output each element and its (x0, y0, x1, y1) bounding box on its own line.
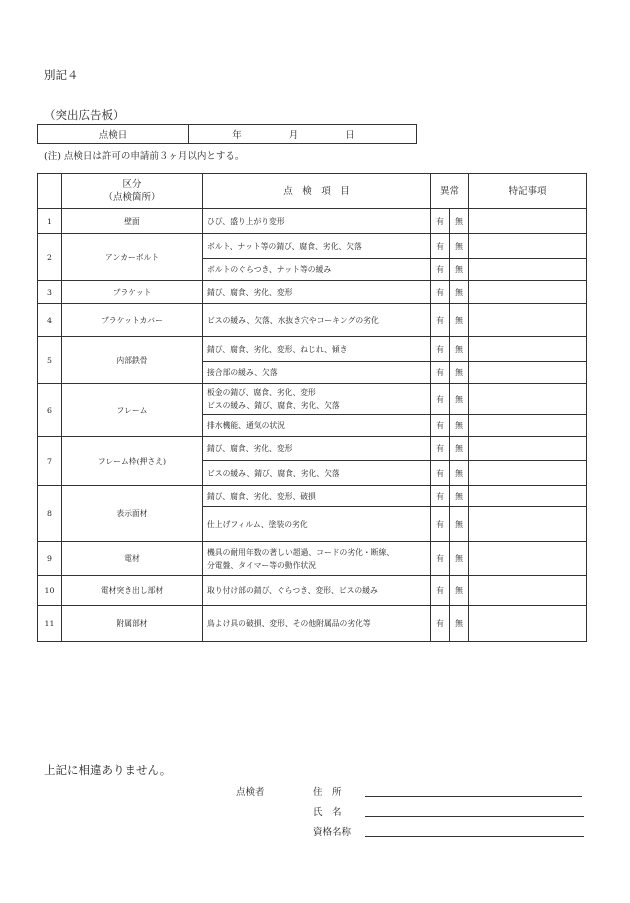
special-notes-cell[interactable] (469, 209, 587, 234)
abnormal-no[interactable]: 無 (450, 281, 469, 304)
special-notes-cell[interactable] (469, 259, 587, 281)
table-row (38, 337, 587, 362)
abnormal-no[interactable]: 無 (450, 437, 469, 461)
abnormal-yes[interactable]: 有 (431, 304, 450, 337)
special-notes-cell[interactable] (469, 461, 587, 486)
special-notes-cell[interactable] (469, 337, 587, 362)
abnormal-no[interactable]: 無 (450, 542, 469, 576)
header-category: 区分 （点検箇所） (62, 174, 203, 209)
check-item-line: ビスの緩み、錆び、腐食、劣化、欠落 (207, 468, 340, 478)
check-item (203, 542, 431, 576)
table-row (38, 486, 587, 507)
check-item (203, 337, 431, 362)
inspector-label: 点検者 (236, 787, 265, 798)
row-number: 2 (38, 234, 62, 281)
check-item-line: ボルトのぐらつき、ナット等の緩み (207, 265, 332, 274)
abnormal-no[interactable]: 無 (450, 337, 469, 362)
abnormal-yes[interactable]: 有 (431, 486, 450, 507)
row-category: 壁面 (62, 209, 203, 234)
abnormal-yes[interactable]: 有 (431, 507, 450, 542)
table-row (38, 606, 587, 642)
qualification-line[interactable] (365, 836, 584, 837)
header-items: 点 検 項 目 (203, 174, 431, 209)
check-item-line: 板金の錆び、腐食、劣化、変形 (207, 388, 316, 397)
attachment-label: 別記４ (44, 68, 79, 82)
special-notes-cell[interactable] (469, 281, 587, 304)
qualification-label: 資格名称 (313, 827, 352, 838)
abnormal-yes[interactable]: 有 (431, 576, 450, 606)
check-item (203, 437, 431, 461)
checklist-body (38, 209, 587, 642)
abnormal-no[interactable]: 無 (450, 384, 469, 415)
check-item (203, 507, 431, 542)
inspection-date-field[interactable] (189, 125, 417, 144)
check-item-line: 仕上げフィルム、塗装の劣化 (207, 519, 308, 529)
check-item-line: 錆び、腐食、劣化、変形 (207, 444, 293, 453)
row-number: 1 (38, 209, 62, 234)
abnormal-yes[interactable]: 有 (431, 209, 450, 234)
check-item (203, 281, 431, 304)
table-row (38, 437, 587, 461)
row-category: ブラケット (62, 281, 203, 304)
row-category: フレーム (62, 384, 203, 437)
check-item-line: 排水機能、通気の状況 (207, 421, 285, 430)
day-label: 日 (345, 130, 355, 141)
table-row (38, 576, 587, 606)
check-item-line: 錆び、腐食、劣化、変形、破損 (207, 491, 316, 501)
check-item (203, 209, 431, 234)
check-item (203, 415, 431, 437)
check-item-line: ビスの緩み、欠落、水抜き穴やコーキングの劣化 (207, 315, 379, 325)
row-number: 7 (38, 437, 62, 486)
abnormal-no[interactable]: 無 (450, 415, 469, 437)
row-category: 電材 (62, 542, 203, 576)
special-notes-cell[interactable] (469, 437, 587, 461)
special-notes-cell[interactable] (469, 234, 587, 259)
special-notes-cell[interactable] (469, 486, 587, 507)
table-row (38, 384, 587, 415)
special-notes-cell[interactable] (469, 415, 587, 437)
abnormal-yes[interactable]: 有 (431, 362, 450, 384)
name-label: 氏 名 (313, 807, 342, 818)
check-item-line: 鳥よけ具の破損、変形、その他附属品の劣化等 (207, 619, 371, 628)
abnormal-no[interactable]: 無 (450, 486, 469, 507)
special-notes-cell[interactable] (469, 576, 587, 606)
inspection-date-label: 点検日 (38, 125, 189, 144)
special-notes-cell[interactable] (469, 606, 587, 642)
check-item-line: 分電盤、タイマー等の動作状況 (207, 560, 316, 570)
check-item (203, 259, 431, 281)
abnormal-no[interactable]: 無 (450, 362, 469, 384)
special-notes-cell[interactable] (469, 507, 587, 542)
row-number: 4 (38, 304, 62, 337)
row-category: アンカーボルト (62, 234, 203, 281)
abnormal-yes[interactable]: 有 (431, 281, 450, 304)
abnormal-no[interactable]: 無 (450, 304, 469, 337)
table-row (38, 304, 587, 337)
abnormal-no[interactable]: 無 (450, 461, 469, 486)
inspection-date-table (37, 124, 417, 144)
abnormal-no[interactable]: 無 (450, 576, 469, 606)
check-item-line: 接合部の緩み、欠落 (207, 368, 278, 377)
check-item-line: 取り付け部の錆び、ぐらつき、変形、ビスの緩み (207, 586, 378, 595)
special-notes-cell[interactable] (469, 542, 587, 576)
row-number: 6 (38, 384, 62, 437)
abnormal-yes[interactable]: 有 (431, 415, 450, 437)
check-item (203, 304, 431, 337)
row-number: 10 (38, 576, 62, 606)
abnormal-yes[interactable]: 有 (431, 437, 450, 461)
abnormal-no[interactable]: 無 (450, 259, 469, 281)
address-label: 住 所 (313, 787, 342, 798)
header-notes: 特記事項 (469, 174, 587, 209)
special-notes-cell[interactable] (469, 384, 587, 415)
abnormal-no[interactable]: 無 (450, 234, 469, 259)
check-item-line: 機具の耐用年数の著しい超過、コードの劣化・断線、 (207, 547, 395, 557)
check-item (203, 606, 431, 642)
abnormal-yes[interactable]: 有 (431, 259, 450, 281)
row-number: 5 (38, 337, 62, 384)
abnormal-yes[interactable]: 有 (431, 384, 450, 415)
table-row (38, 234, 587, 259)
check-item-line: ビスの緩み、錆び、腐食、劣化、欠落 (207, 401, 340, 410)
abnormal-yes[interactable]: 有 (431, 461, 450, 486)
table-row (38, 542, 587, 576)
check-item-line: ボルト、ナット等の錆び、腐食、劣化、欠落 (207, 241, 362, 251)
abnormal-no[interactable]: 無 (450, 507, 469, 542)
check-item-line: ひび、盛り上がり変形 (207, 216, 285, 226)
date-note: (注) 点検日は許可の申請前３ヶ月以内とする。 (44, 151, 245, 162)
address-line[interactable] (365, 796, 582, 797)
header-abnormal: 異常 (431, 174, 469, 209)
special-notes-cell[interactable] (469, 304, 587, 337)
check-item-line: 錆び、腐食、劣化、変形、ねじれ、傾き (207, 344, 348, 354)
row-number: 8 (38, 486, 62, 542)
row-category: 附属部材 (62, 606, 203, 642)
header-number (38, 174, 62, 209)
check-item (203, 234, 431, 259)
check-item (203, 576, 431, 606)
row-category: ブラケットカバー (62, 304, 203, 337)
table-row (38, 281, 587, 304)
year-label: 年 (232, 130, 242, 141)
table-header-row (38, 174, 587, 209)
document-subtitle: （突出広告板） (44, 108, 125, 122)
abnormal-yes[interactable]: 有 (431, 606, 450, 642)
month-label: 月 (288, 130, 299, 141)
special-notes-cell[interactable] (469, 362, 587, 384)
abnormal-yes[interactable]: 有 (431, 337, 450, 362)
row-category: 内部鉄骨 (62, 337, 203, 384)
abnormal-yes[interactable]: 有 (431, 234, 450, 259)
check-item-line: 錆び、腐食、劣化、変形 (207, 287, 293, 297)
row-number: 3 (38, 281, 62, 304)
check-item (203, 384, 431, 415)
abnormal-no[interactable]: 無 (450, 209, 469, 234)
table-row (38, 209, 587, 234)
confirmation-statement: 上記に相違ありません。 (44, 763, 172, 777)
row-category: フレーム枠(押さえ) (62, 437, 203, 486)
check-item (203, 461, 431, 486)
row-number: 11 (38, 606, 62, 642)
row-category: 電材突き出し部材 (62, 576, 203, 606)
abnormal-yes[interactable]: 有 (431, 542, 450, 576)
name-line[interactable] (365, 816, 584, 817)
inspection-checklist-table (37, 173, 587, 642)
check-item (203, 362, 431, 384)
row-number: 9 (38, 542, 62, 576)
row-category: 表示面材 (62, 486, 203, 542)
check-item (203, 486, 431, 507)
abnormal-no[interactable]: 無 (450, 606, 469, 642)
